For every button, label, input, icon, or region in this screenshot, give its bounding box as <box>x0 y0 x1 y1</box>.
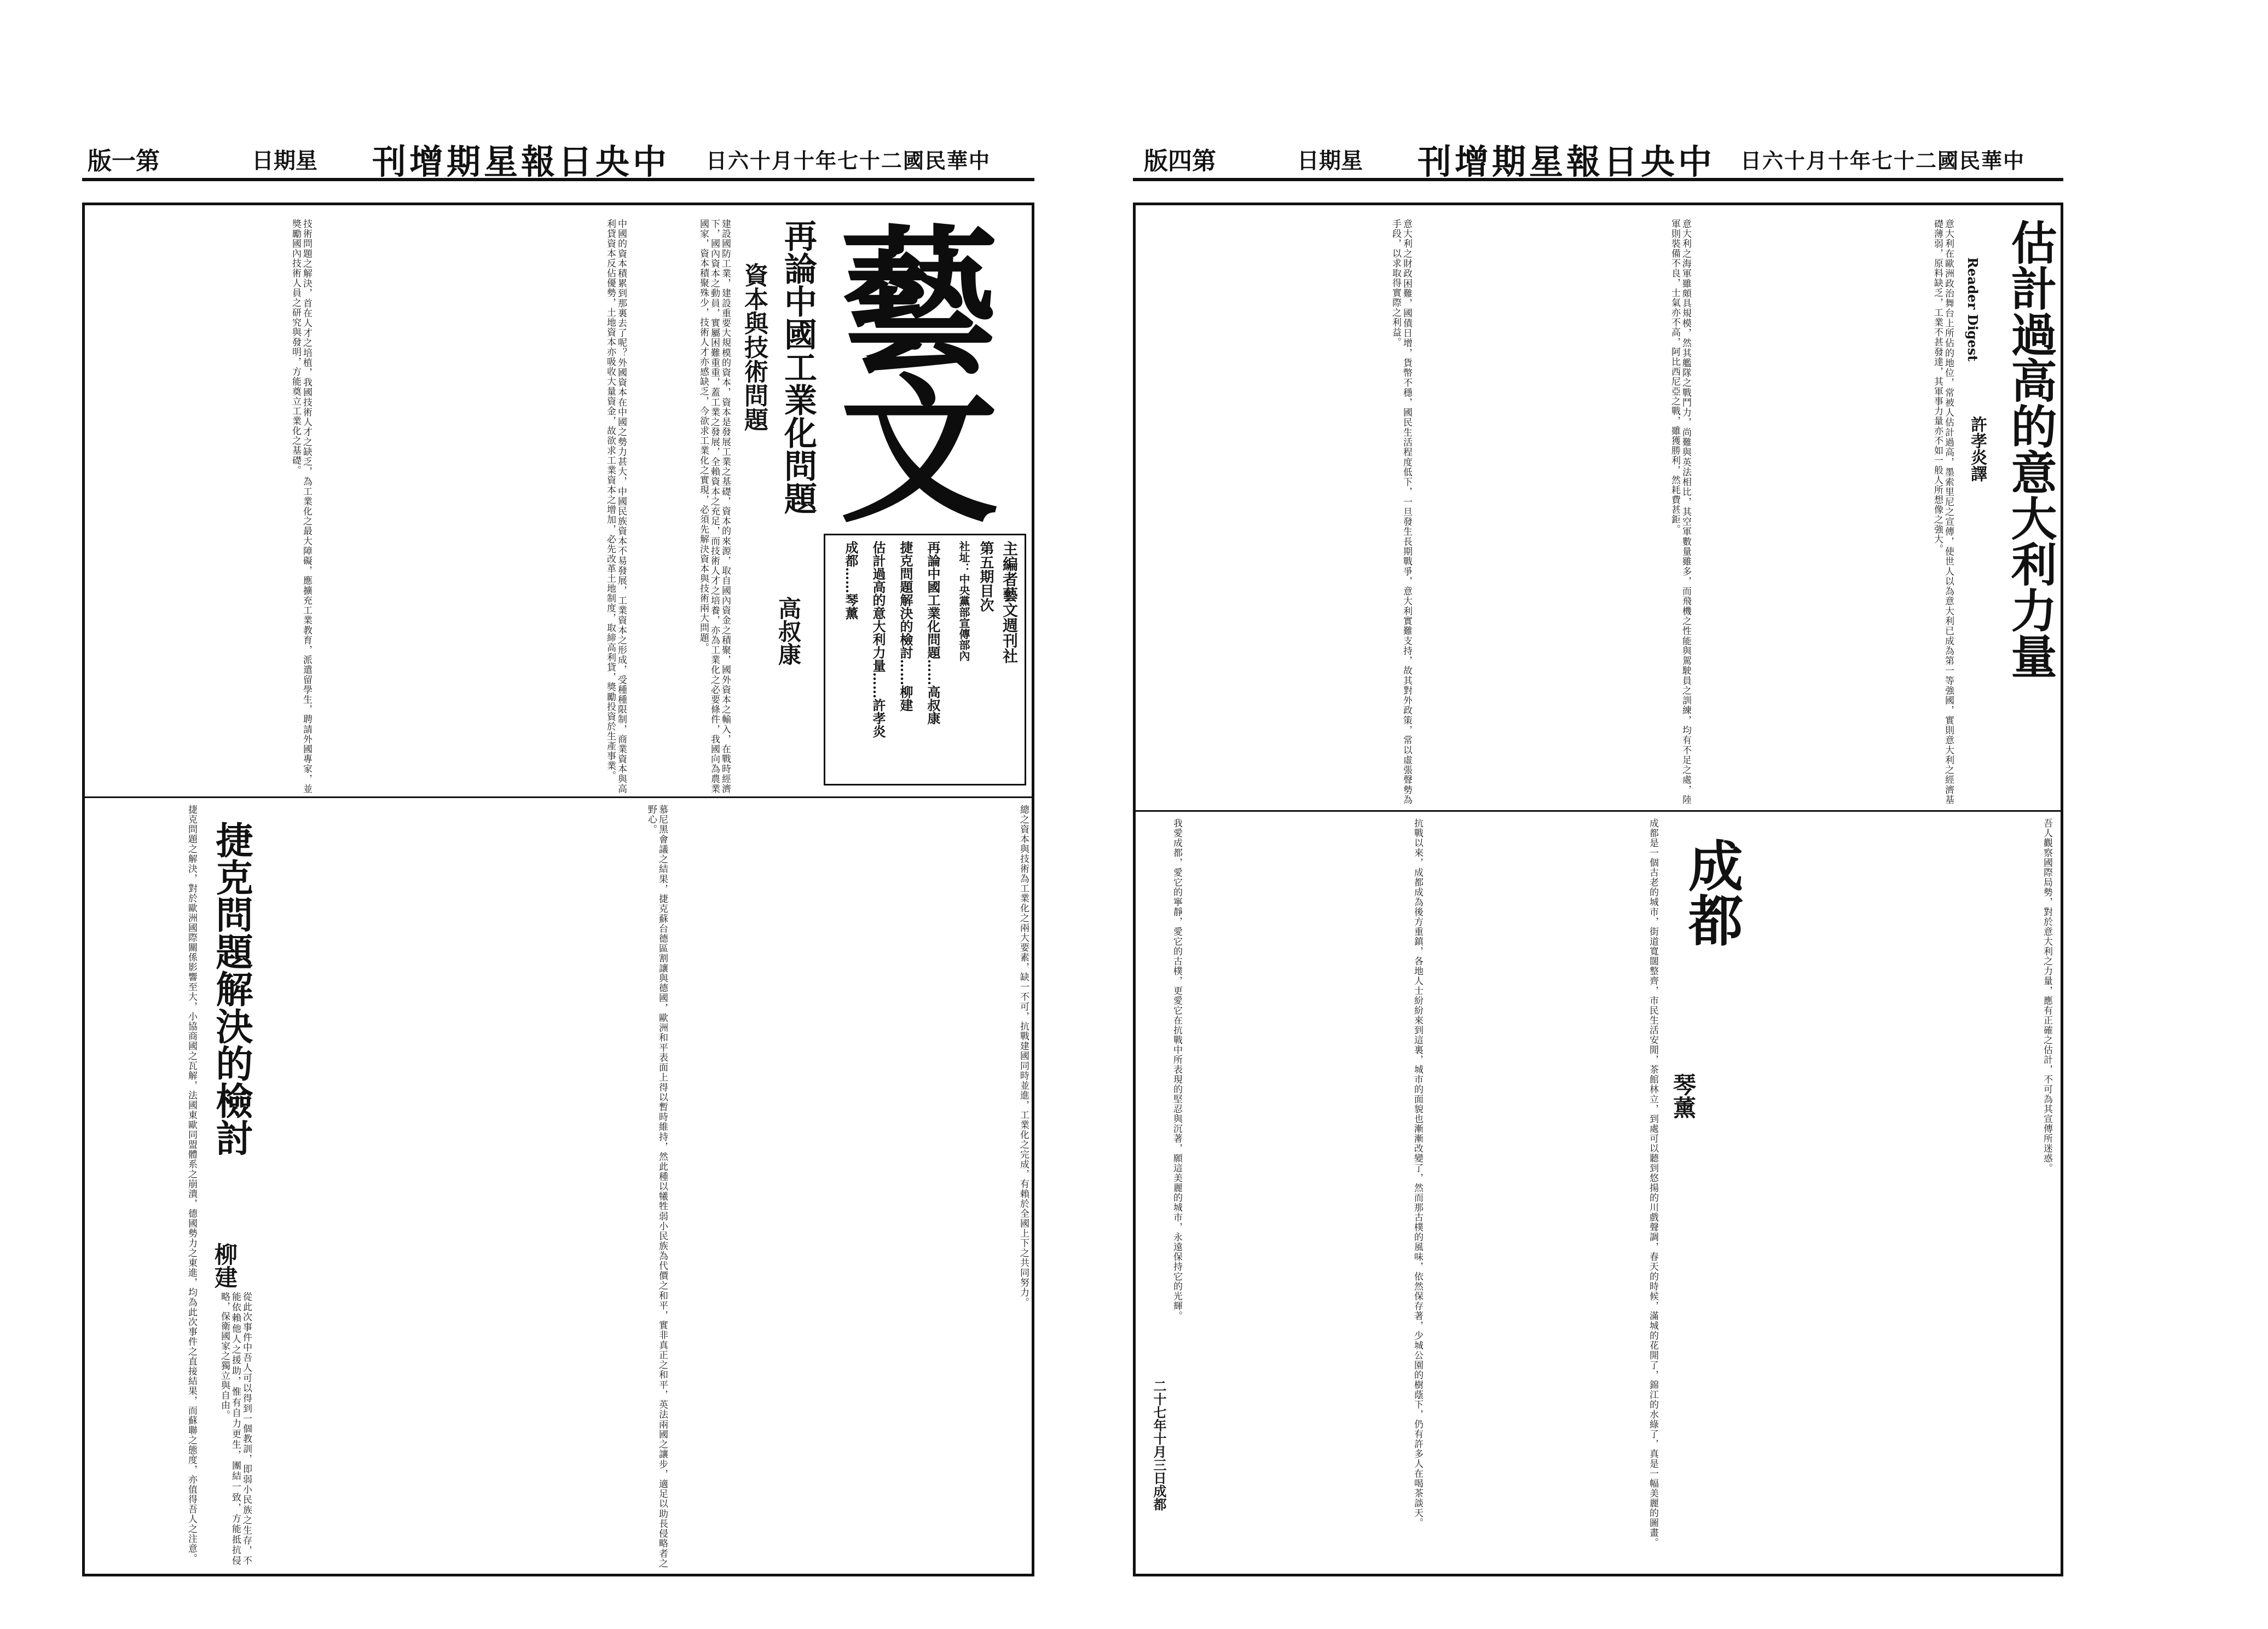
article-body-text: 意大利在歐洲政治舞台上所佔的地位，常被人估計過高，墨索里尼之宣傳，使世人以為意大利已成為第一等強國，實則意大利之經濟基礎薄弱，原料缺乏，工業不甚發達，其軍事力量亦不如一般人所想像之強大。 <box>1932 219 1954 805</box>
weekday-label: 日期星 <box>1297 147 1363 174</box>
address-line: 社址：中央黨部宣傳部內 <box>957 541 970 661</box>
toc-item: 再論中國工業化問題……高叔康 <box>925 541 941 725</box>
editor-line: 主編者藝文週刊社 <box>1000 541 1019 663</box>
article-author: 高叔康 <box>775 597 802 666</box>
article-body-text: 吾人觀察國際局勢，對於意大利之力量，應有正確之估計，不可為其宣傳所迷惑。 <box>2041 818 2052 1173</box>
column-divider <box>1136 810 2061 812</box>
table-of-contents <box>824 534 1026 785</box>
article-author: 柳建 <box>211 1243 238 1289</box>
article-body-text: 技術問題之解決，首在人才之培植，我國技術人才之缺乏，為工業化之最大障礙，應擴充工業教育，派遣留學生，聘請外國專家，並獎勵國內技術人員之研究與發明，方能奠立工業化之基礎。 <box>290 219 312 794</box>
article-body-text: 成都是一個古老的城市，街道寬闊整齊，市民生活安閒，茶館林立，到處可以聽到悠揚的川戲聲調，春天的時候，滿城的花開了，錦江的水綠了，真是一幅美麗的圖畫。 <box>1647 818 1658 1547</box>
article-body-text: 捷克問題之解決，對於歐洲國際關係影響至大，小協商國之瓦解，法國東歐同盟體系之崩潰，德國勢力之東進，均為此次事件之直接結果，而蘇聯之態度，亦值得吾人之注意。 <box>186 805 197 1563</box>
article-title: 估計過高的意大利力量 <box>2004 219 2058 679</box>
left-page-header <box>82 140 1034 181</box>
article-body-text: 從此次事件中吾人可以得到一個教訓，即弱小民族之生存，不能依賴他人之援助，惟有自力更生，團結一致，方能抵抗侵略，保衛國家之獨立與自由。 <box>219 1292 252 1566</box>
article-body-text: 建設國防工業，建設重要大規模的資本，資本是發展工業之基礎，資本的來源，取自國內資金之積聚，國外資本之輸入，在戰時經濟下，國內資本之動員，實屬困難重重，蓋工業之發展，全賴資本之充足，而技術人才之培養，亦為工業化之必要條件，我國向為農業國家，資本積聚殊少，技術人才亦感缺乏，今欲求工業化之實現，必須先解決資本與技術兩大問題。 <box>698 219 731 794</box>
column-divider <box>85 796 1032 798</box>
article-translator: 許孝炎譯 <box>1968 416 1987 482</box>
article-author: 琴薰 <box>1670 1073 1697 1119</box>
article-title: 成都 <box>1679 837 1744 947</box>
article-body-text: 中國的資本積累到那裏去了呢？外國資本在中國之勢力甚大，中國民族資本不易發展，工業資本之形成，受種種限制，商業資本與高利貸資本反佔優勢，土地資本亦吸收大量資金，故欲求工業資本之增加，必先改革土地制度，取締高利貸，獎勵投資於生產事業。 <box>605 219 627 794</box>
article-body-text: 意大利之財政困難，國債日增，貨幣不穩，國民生活程度低下，一旦發生長期戰爭，意大利實難支持，故其對外政策，常以虛張聲勢為手段，以求取得實際之利益。 <box>1390 219 1412 805</box>
right-page-header <box>1133 140 2063 181</box>
toc-item: 估計過高的意大利力量……許孝炎 <box>870 541 886 738</box>
toc-item: 捷克問題解決的檢討……柳建 <box>898 541 913 712</box>
article-dateline: 二十七年十月三日成都 <box>1151 1379 1167 1511</box>
article-body-text: 意大利之海軍雖頗具規模，然其艦隊之戰鬥力，尚難與英法相比，其空軍數量雖多，而飛機之性能與駕駛員之訓練，均有不足之處，陸軍則裝備不良，士氣亦不高，阿比西尼亞之戰，雖獲勝利，然耗費甚鉅。 <box>1669 219 1691 805</box>
article-source: Reader Digest <box>1965 257 1981 362</box>
article-body-text: 總之資本與技術為工業化之兩大要素，缺一不可，抗戰建國同時並進，工業化之完成，有賴於全國上下之共同努力。 <box>1018 805 1029 1307</box>
left-newspaper-page <box>0 0 1127 1629</box>
publication-date: 日六十月十年七十二國民華中 <box>1740 148 2026 173</box>
toc-item: 成都……琴薰 <box>843 541 859 620</box>
article-title: 再論中國工業化問題 <box>779 219 817 515</box>
newspaper-title: 刊增期星報日央中 <box>1418 141 1716 182</box>
article-body-text: 慕尼黑會議之結果，捷克蘇台德區割讓與德國，歐洲和平表面上得以暫時維持，然此種以犧牲弱小民族為代價之和平，實非真正之和平，英法兩國之讓步，適足以助長侵略者之野心。 <box>646 805 668 1568</box>
publication-date: 日六十月十年七十二國民華中 <box>706 148 991 173</box>
page-number-label: 版一第 <box>88 147 160 175</box>
masthead-title: 藝文 <box>813 219 999 515</box>
article-title: 捷克問題解決的檢討 <box>210 821 253 1156</box>
weekday-label: 日期星 <box>252 147 317 174</box>
article-body-text: 抗戰以來，成都成為後方重鎮，各地人士紛紛來到這裏，城市的面貌也漸漸改變了，然而那古樸的風味，依然保存著，少城公園的樹蔭下，仍有許多人在喝茶談天。 <box>1412 818 1423 1528</box>
article-body-text: 我愛成都，愛它的寧靜，愛它的古樸，更愛它在抗戰中所表現的堅忍與沉著，願這美麗的城市，永遠保持它的光輝。 <box>1171 818 1182 1321</box>
newspaper-title: 刊增期星報日央中 <box>372 141 670 182</box>
issue-line: 第五期目次 <box>977 541 994 612</box>
article-subtitle: 資本與技術問題 <box>740 263 768 431</box>
page-number-label: 版四第 <box>1144 147 1216 175</box>
right-newspaper-page <box>1127 0 2268 1629</box>
